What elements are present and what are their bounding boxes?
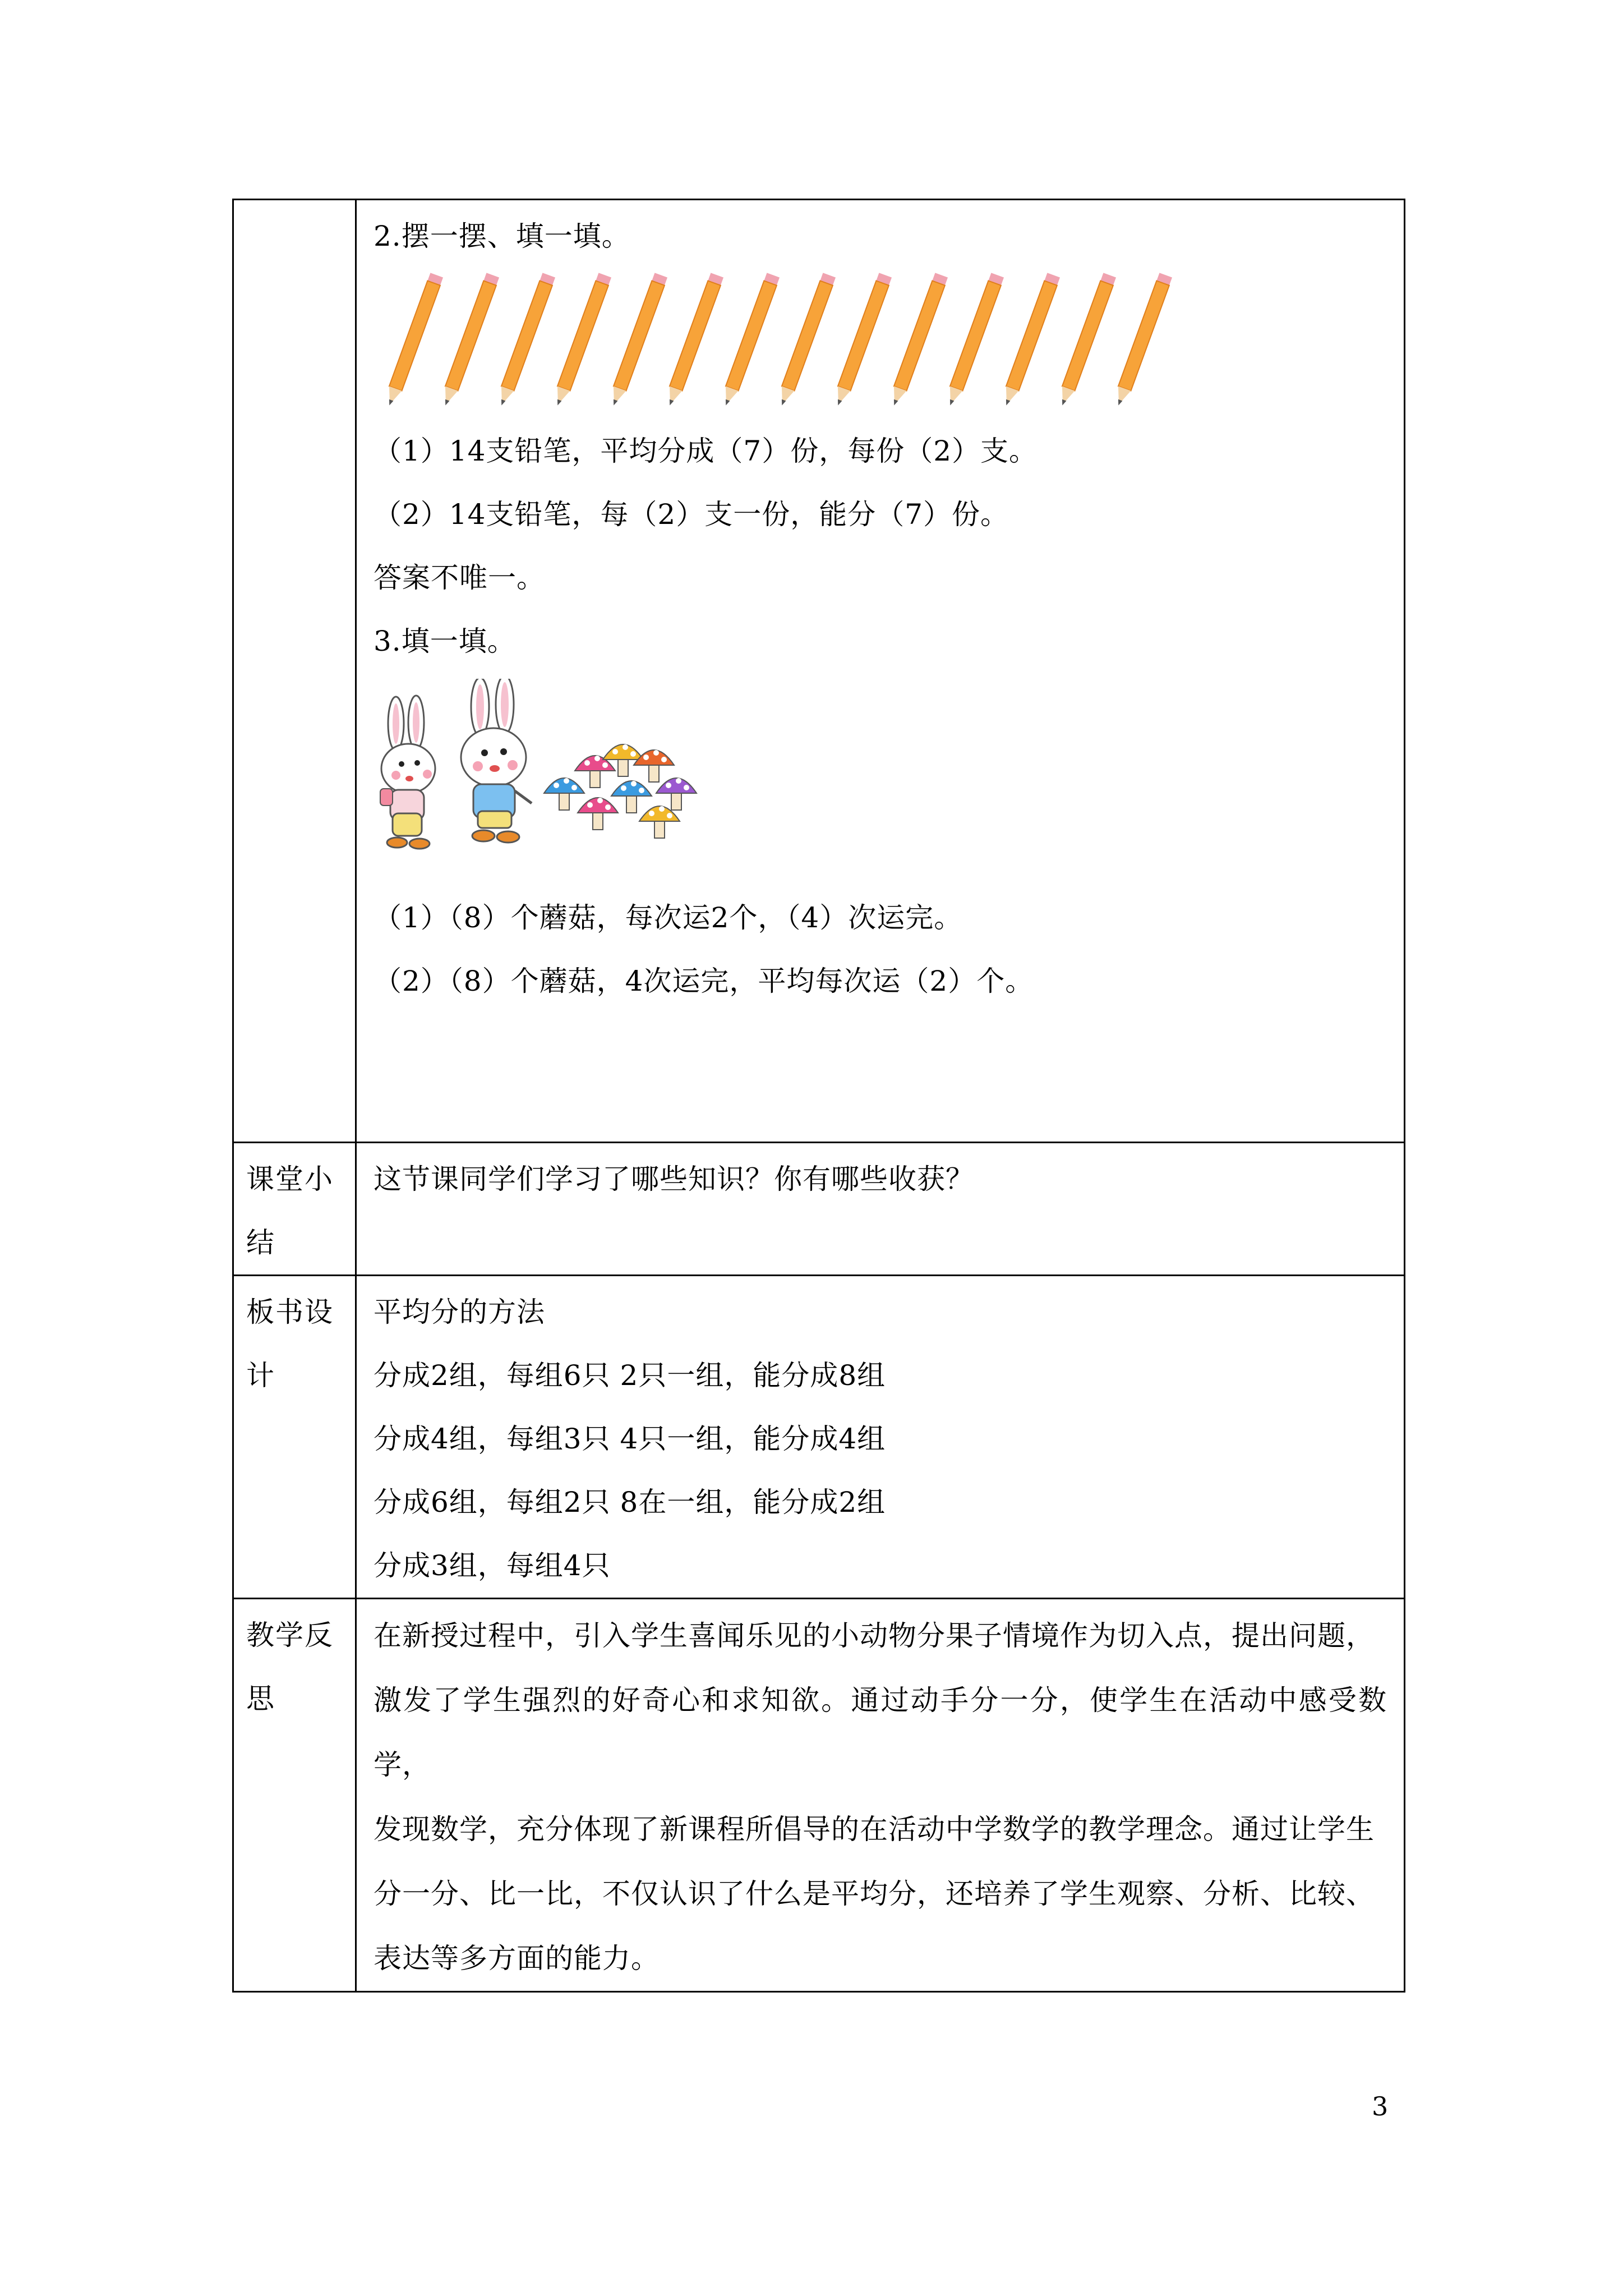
mushroom-icon [656,778,697,810]
pencil-icon [607,273,667,407]
summary-text: 这节课同学们学习了哪些知识？你有哪些收获？ [374,1163,974,1195]
exercise-label-cell [233,200,356,1143]
page-number: 3 [1372,2091,1389,2122]
pencil-illustration [374,268,1404,420]
pencil-icon [383,273,443,407]
board-design-line: 分成4组，每组3只 4只一组，能分成4组 [374,1423,886,1455]
exercise-content-cell [356,200,1405,1143]
reflection-label-line-1: 教学反 [246,1619,334,1651]
pencil-icon [888,273,948,407]
pencil-icon [1112,273,1172,407]
pencil-icon [776,273,836,407]
board-design-line: 分成3组，每组4只 [374,1549,611,1582]
board-design-row [233,1276,1405,1599]
board-design-line: 分成6组，每组2只 8在一组，能分成2组 [374,1486,886,1519]
summary-label-cell [233,1143,356,1276]
summary-label-line-2: 结 [246,1226,275,1259]
mushroom-icon [544,778,584,810]
exercise-3-question-2: （2）（8）个蘑菇，4次运完，平均每次运（2）个。 [374,965,1034,997]
reflection-content-cell [356,1599,1405,1992]
big-bunny [461,679,532,843]
exercise-row [233,200,1405,1143]
small-bunny [380,696,435,849]
bunny-mushroom-illustration [374,673,1404,886]
mushroom-icon [639,806,680,838]
exercise-3-title: 3.填一填。 [374,625,516,657]
mushrooms [544,744,697,838]
summary-label-line-1: 课堂小 [246,1163,334,1195]
reflection-line: 表达等多方面的能力。 [374,1942,660,1975]
board-design-label-cell [233,1276,356,1599]
exercise-2-question-1: （1）14支铅笔，平均分成（7）份，每份（2）支。 [374,435,1038,467]
lesson-table [232,199,1405,1993]
board-design-content-cell [356,1276,1405,1599]
reflection-line: 分一分、比一比，不仅认识了什么是平均分，还培养了学生观察、分析、比较、 [374,1878,1375,1910]
summary-row [233,1143,1405,1276]
pencil-icon [1000,273,1060,407]
summary-content-cell [356,1143,1405,1276]
exercise-2-question-2: （2）14支铅笔，每（2）支一份，能分（7）份。 [374,498,1009,531]
bunnies-image [374,679,721,864]
pencil-icon [495,273,555,407]
pencil-icon [720,273,780,407]
pencil-icon [439,273,499,407]
exercise-2-note: 答案不唯一。 [374,562,545,594]
board-design-line: 分成2组，每组6只 2只一组，能分成8组 [374,1359,886,1392]
reflection-line: 在新授过程中，引入学生喜闻乐见的小动物分果子情境作为切入点，提出问题， [374,1619,1375,1652]
board-design-line: 平均分的方法 [374,1296,545,1328]
reflection-label-cell [233,1599,356,1992]
board-design-label-line-2: 计 [246,1359,275,1392]
pencils-image [374,268,1187,420]
exercise-2-title: 2.摆一摆、填一填。 [374,220,630,252]
reflection-line: 发现数学，充分体现了新课程所倡导的在活动中学数学的教学理念。通过让学生 [374,1813,1375,1846]
reflection-line: 激发了学生强烈的好奇心和求知欲。通过动手分一分，使学生在活动中感受数学， [374,1684,1387,1781]
reflection-label-line-2: 思 [246,1682,275,1715]
reflection-row [233,1599,1405,1992]
pencil-icon [663,273,723,407]
mushroom-icon [611,781,652,813]
pencil-icon [1056,273,1116,407]
mushroom-icon [578,798,618,830]
exercise-3-question-1: （1）（8）个蘑菇，每次运2个，（4）次运完。 [374,901,963,934]
pencil-icon [832,273,892,407]
pencil-icon [551,273,611,407]
pencil-icon [944,273,1004,407]
board-design-label-line-1: 板书设 [246,1296,334,1328]
mushroom-icon [575,756,615,788]
